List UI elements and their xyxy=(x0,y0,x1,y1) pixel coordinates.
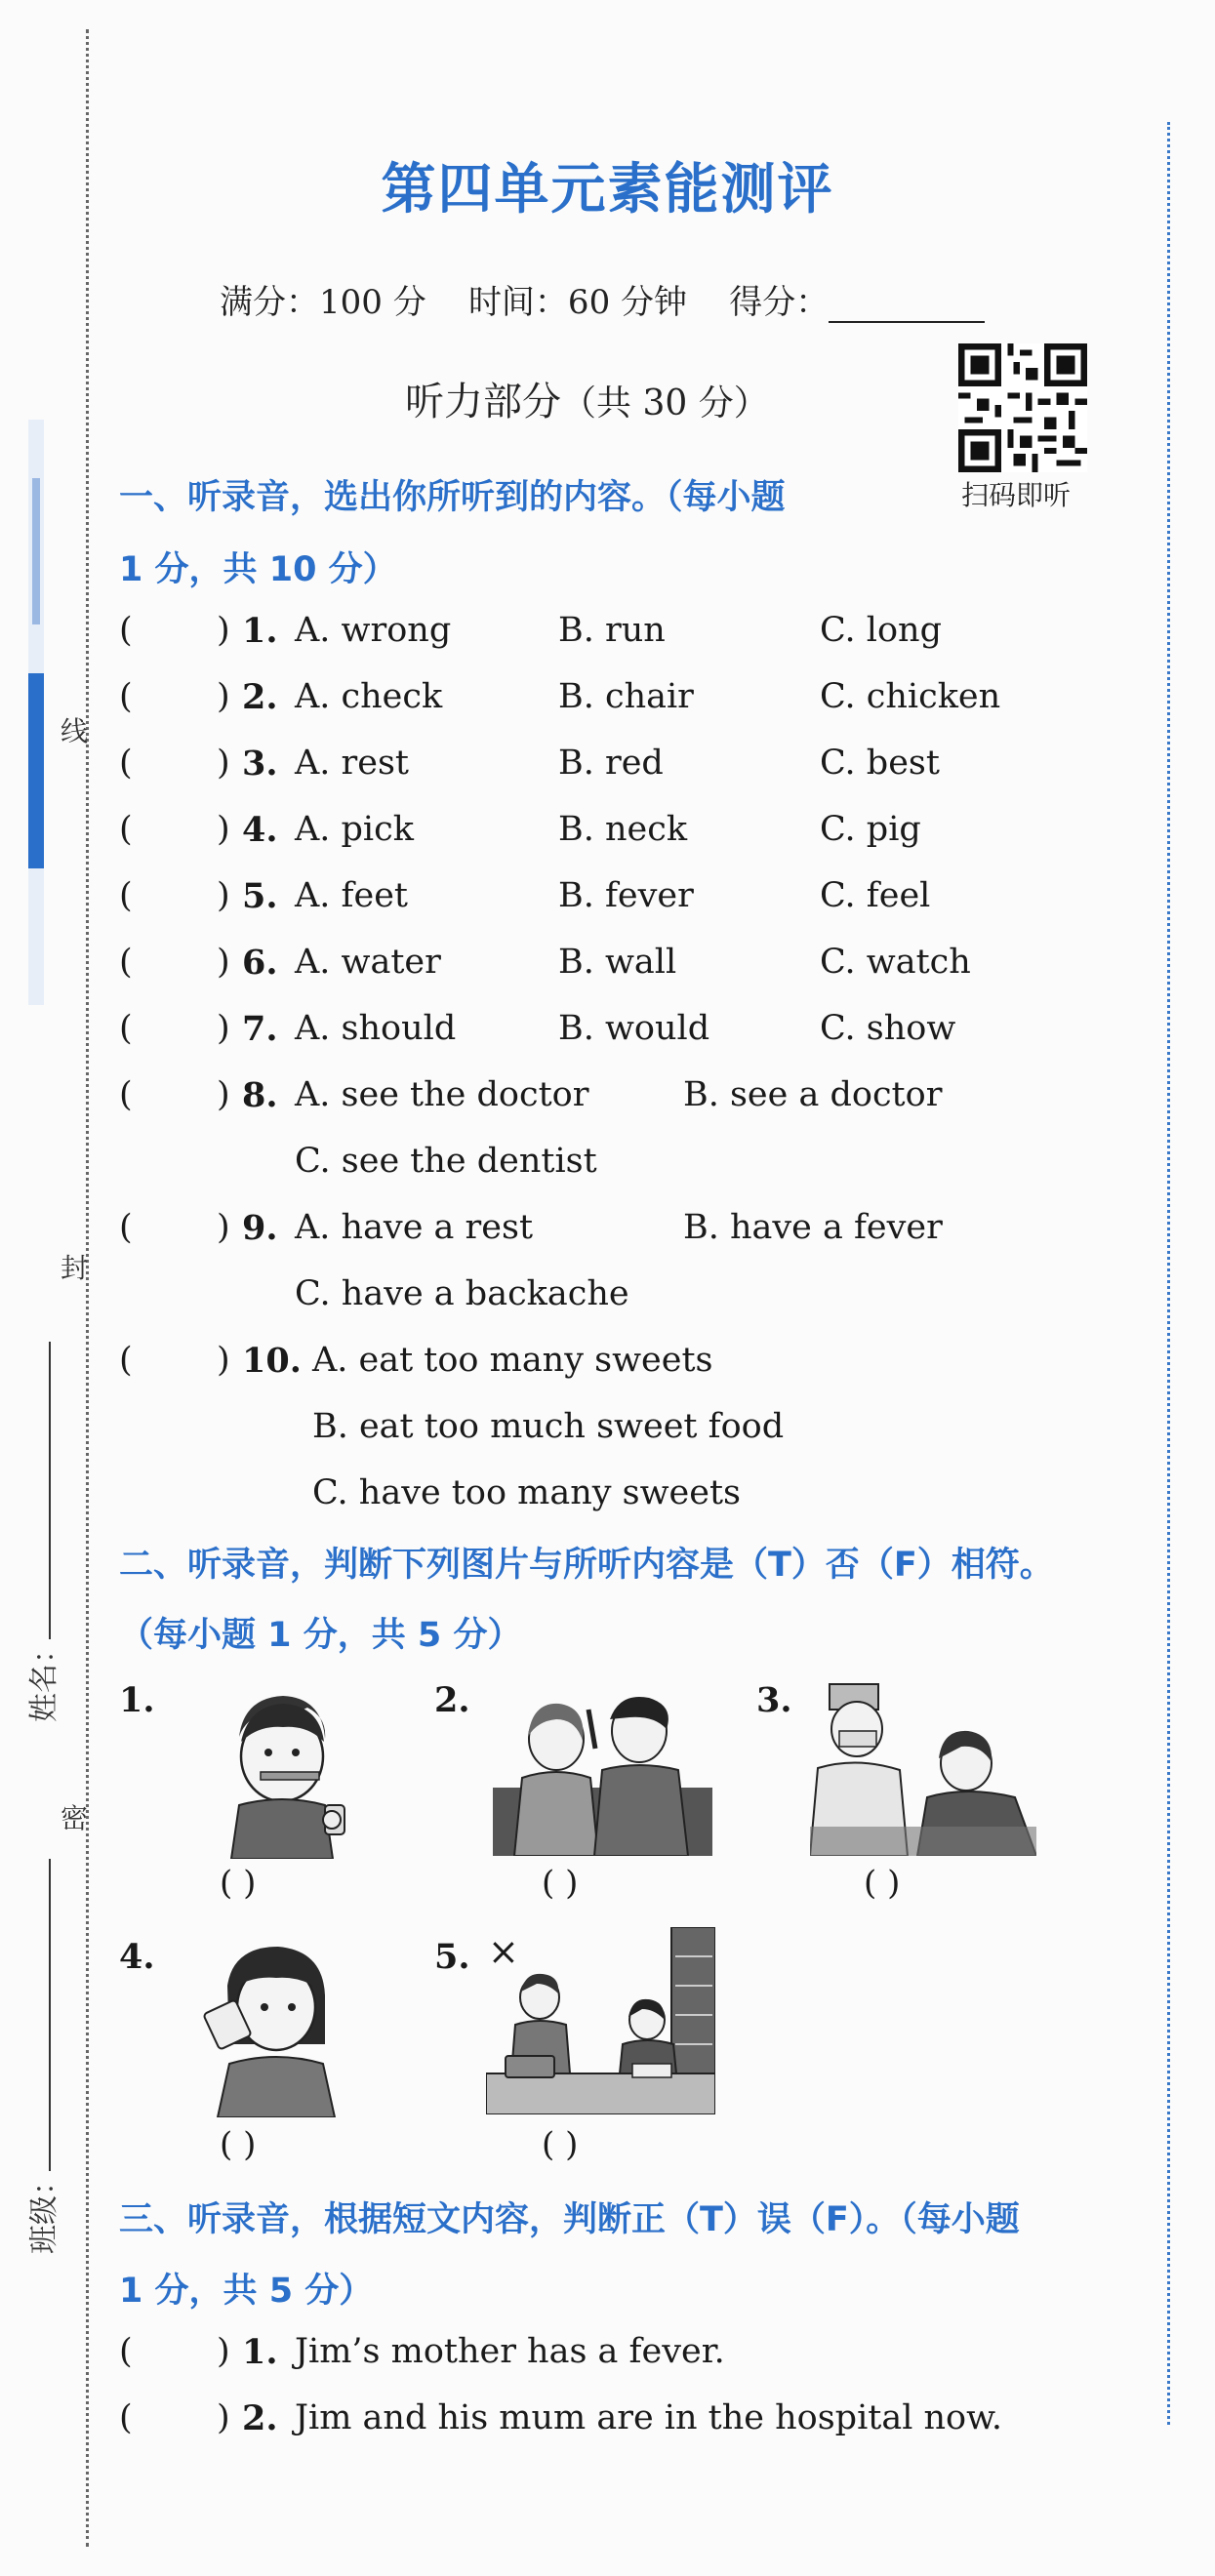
option-b[interactable]: B. would xyxy=(558,1009,710,1048)
answer-paren-close[interactable]: ) xyxy=(217,1341,230,1380)
option-a[interactable]: A. wrong xyxy=(295,611,452,650)
question-number: 1. xyxy=(242,611,278,651)
option-b[interactable]: B. neck xyxy=(558,810,688,849)
section2-heading-line2: （每小题 1 分，共 5 分） xyxy=(119,1616,522,1655)
gutter-dense-char: 密 xyxy=(61,1802,89,1834)
picture-item-mark: × xyxy=(488,1930,519,1973)
option-b[interactable]: B. chair xyxy=(558,677,694,716)
question-number: 2. xyxy=(242,677,278,717)
answer-paren-open[interactable]: ( xyxy=(119,810,133,849)
answer-paren-open[interactable]: ( xyxy=(119,1341,133,1380)
statement-text: Jim’s mother has a fever. xyxy=(295,2332,725,2371)
answer-paren-close[interactable]: ) xyxy=(217,1075,230,1114)
page-title: 第四单元素能测评 xyxy=(381,158,834,221)
answer-paren-close[interactable]: ) xyxy=(217,1208,230,1247)
option-a[interactable]: A. see the doctor xyxy=(295,1075,589,1114)
option-a[interactable]: A. should xyxy=(295,1009,457,1048)
option-c[interactable]: C. chicken xyxy=(820,677,1001,716)
exam-time: 时间：60 分钟 xyxy=(467,283,688,322)
full-score: 满分：100 分 xyxy=(220,283,426,322)
statement-number: 1. xyxy=(242,2332,278,2372)
option-b[interactable]: B. red xyxy=(558,744,664,783)
name-label: 姓名： xyxy=(27,1634,61,1722)
binding-dotted-line xyxy=(86,29,89,2547)
gutter-line-char: 线 xyxy=(61,715,89,747)
listening-points: （共 30 分） xyxy=(561,383,769,423)
option-a[interactable]: A. rest xyxy=(295,744,409,783)
option-a[interactable]: A. water xyxy=(295,943,441,982)
side-banner-graphic xyxy=(24,420,48,1005)
picture-classroom-scene xyxy=(486,1927,715,2114)
picture-item-number: 5. xyxy=(434,1937,470,1977)
answer-paren-open[interactable]: ( xyxy=(119,611,133,650)
section1-heading-line1: 一、听录音，选出你所听到的内容。（每小题 xyxy=(119,478,786,517)
answer-paren-open[interactable]: ( xyxy=(119,1208,133,1247)
picture-item-number: 1. xyxy=(119,1680,155,1720)
section3-heading-line2: 1 分，共 5 分） xyxy=(119,2272,374,2311)
picture-answer-blank[interactable]: ( ) xyxy=(220,2125,257,2164)
question-number: 3. xyxy=(242,744,278,784)
question-number: 9. xyxy=(242,1208,278,1248)
option-c[interactable]: C. show xyxy=(820,1009,956,1048)
score-label: 得分： xyxy=(729,283,830,322)
statement-text: Jim and his mum are in the hospital now. xyxy=(295,2398,1003,2437)
question-number: 10. xyxy=(242,1341,302,1381)
option-b[interactable]: B. see a doctor xyxy=(683,1075,943,1114)
option-c[interactable]: C. long xyxy=(820,611,942,650)
right-margin-line xyxy=(1167,122,1170,2425)
question-number: 4. xyxy=(242,810,278,850)
answer-paren-close[interactable]: ) xyxy=(217,611,230,650)
option-a[interactable]: A. eat too many sweets xyxy=(312,1341,713,1380)
answer-paren-close[interactable]: ) xyxy=(217,1009,230,1048)
picture-item-number: 3. xyxy=(756,1680,792,1720)
picture-boy-brushing-teeth xyxy=(200,1678,361,1859)
option-c[interactable]: C. pig xyxy=(820,810,921,849)
answer-paren-close[interactable]: ) xyxy=(217,876,230,915)
class-field-line[interactable] xyxy=(49,1859,51,2171)
name-field-line[interactable] xyxy=(49,1342,51,1639)
answer-paren-close[interactable]: ) xyxy=(217,2398,230,2437)
section3-heading-line1: 三、听录音，根据短文内容，判断正（T）误（F）。（每小题 xyxy=(119,2200,1020,2239)
picture-two-people-talking xyxy=(493,1680,712,1856)
option-c[interactable]: C. have too many sweets xyxy=(312,1473,742,1512)
picture-answer-blank[interactable]: ( ) xyxy=(864,1864,901,1903)
listening-title-text: 听力部分 xyxy=(405,380,561,424)
picture-answer-blank[interactable]: ( ) xyxy=(220,1864,257,1903)
option-b[interactable]: B. eat too much sweet food xyxy=(312,1407,785,1446)
listening-part-title xyxy=(405,371,769,426)
class-label: 班级： xyxy=(27,2166,61,2254)
question-number: 8. xyxy=(242,1075,278,1115)
answer-paren-close[interactable]: ) xyxy=(217,744,230,783)
picture-answer-blank[interactable]: ( ) xyxy=(542,2125,579,2164)
section1-heading-line2: 1 分，共 10 分） xyxy=(119,550,397,589)
answer-paren-open[interactable]: ( xyxy=(119,2398,133,2437)
option-c[interactable]: C. watch xyxy=(820,943,971,982)
option-c[interactable]: C. best xyxy=(820,744,940,783)
answer-paren-close[interactable]: ) xyxy=(217,677,230,716)
option-c[interactable]: C. have a backache xyxy=(295,1274,629,1313)
answer-paren-open[interactable]: ( xyxy=(119,677,133,716)
qr-code-icon[interactable] xyxy=(958,343,1087,472)
option-a[interactable]: A. feet xyxy=(295,876,408,915)
answer-paren-close[interactable]: ) xyxy=(217,2332,230,2371)
picture-item-number: 2. xyxy=(434,1680,470,1720)
option-b[interactable]: B. fever xyxy=(558,876,694,915)
qr-label: 扫码即听 xyxy=(961,479,1072,511)
option-c[interactable]: C. feel xyxy=(820,876,931,915)
answer-paren-open[interactable]: ( xyxy=(119,1075,133,1114)
exam-meta xyxy=(220,275,985,323)
answer-paren-close[interactable]: ) xyxy=(217,810,230,849)
gutter-seal-char: 封 xyxy=(61,1252,89,1284)
question-number: 5. xyxy=(242,876,278,916)
picture-doctor-patient xyxy=(810,1680,1036,1856)
answer-paren-open[interactable]: ( xyxy=(119,2332,133,2371)
section2-heading-line1: 二、听录音，判断下列图片与所听内容是（T）否（F）相符。 xyxy=(119,1546,1054,1585)
option-c[interactable]: C. see the dentist xyxy=(295,1142,597,1181)
answer-paren-close[interactable]: ) xyxy=(217,943,230,982)
picture-girl-drinking xyxy=(190,1937,356,2117)
option-a[interactable]: A. check xyxy=(295,677,443,716)
question-number: 6. xyxy=(242,943,278,983)
answer-paren-open[interactable]: ( xyxy=(119,744,133,783)
option-b[interactable]: B. wall xyxy=(558,943,677,982)
option-a[interactable]: A. have a rest xyxy=(295,1208,534,1247)
option-b[interactable]: B. run xyxy=(558,611,666,650)
answer-paren-open[interactable]: ( xyxy=(119,876,133,915)
question-number: 7. xyxy=(242,1009,278,1049)
picture-item-number: 4. xyxy=(119,1937,155,1977)
answer-paren-open[interactable]: ( xyxy=(119,1009,133,1048)
statement-number: 2. xyxy=(242,2398,278,2438)
option-a[interactable]: A. pick xyxy=(295,810,414,849)
score-blank[interactable] xyxy=(829,292,985,323)
picture-answer-blank[interactable]: ( ) xyxy=(542,1864,579,1903)
answer-paren-open[interactable]: ( xyxy=(119,943,133,982)
option-b[interactable]: B. have a fever xyxy=(683,1208,943,1247)
